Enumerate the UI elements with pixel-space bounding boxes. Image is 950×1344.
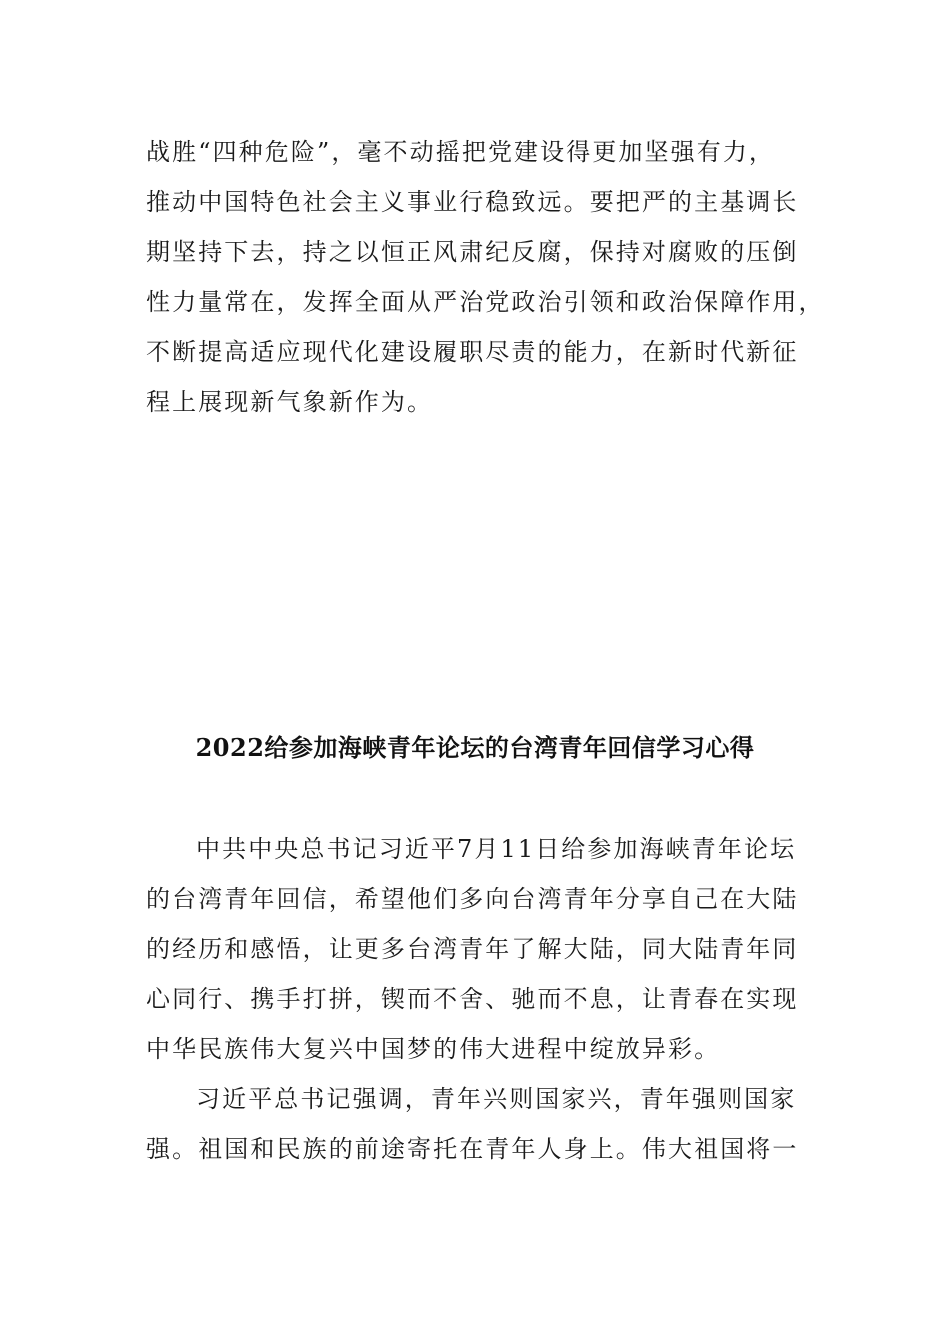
text-line: 推动中国特色社会主义事业行稳致远。要把严的主基调长 [146,188,799,216]
text-line: 心同行、携手打拼，锲而不舍、驰而不息，让青春在实现 [146,985,799,1013]
text-line: 中华民族伟大复兴中国梦的伟大进程中绽放异彩。 [146,1035,721,1063]
article-title: 2022给参加海峡青年论坛的台湾青年回信学习心得 [195,733,755,762]
text-line: 强。祖国和民族的前途寄托在青年人身上。伟大祖国将一 [146,1135,799,1163]
text-line: 战胜“四种危险”，毫不动摇把党建设得更加坚强有力， [146,138,776,166]
text-line: 期坚持下去，持之以恒正风肃纪反腐，保持对腐败的压倒 [146,238,799,266]
text-line: 程上展现新气象新作为。 [146,388,434,416]
text-line: 不断提高适应现代化建设履职尽责的能力，在新时代新征 [146,338,799,366]
text-line: 性力量常在，发挥全面从严治党政治引领和政治保障作用， [146,288,825,316]
text-line: 的台湾青年回信，希望他们多向台湾青年分享自己在大陆 [146,885,799,913]
text-line: 的经历和感悟，让更多台湾青年了解大陆，同大陆青年同 [146,935,799,963]
text-line: 中共中央总书记习近平7月11日给参加海峡青年论坛 [196,835,797,863]
text-line: 习近平总书记强调，青年兴则国家兴，青年强则国家 [196,1085,797,1113]
